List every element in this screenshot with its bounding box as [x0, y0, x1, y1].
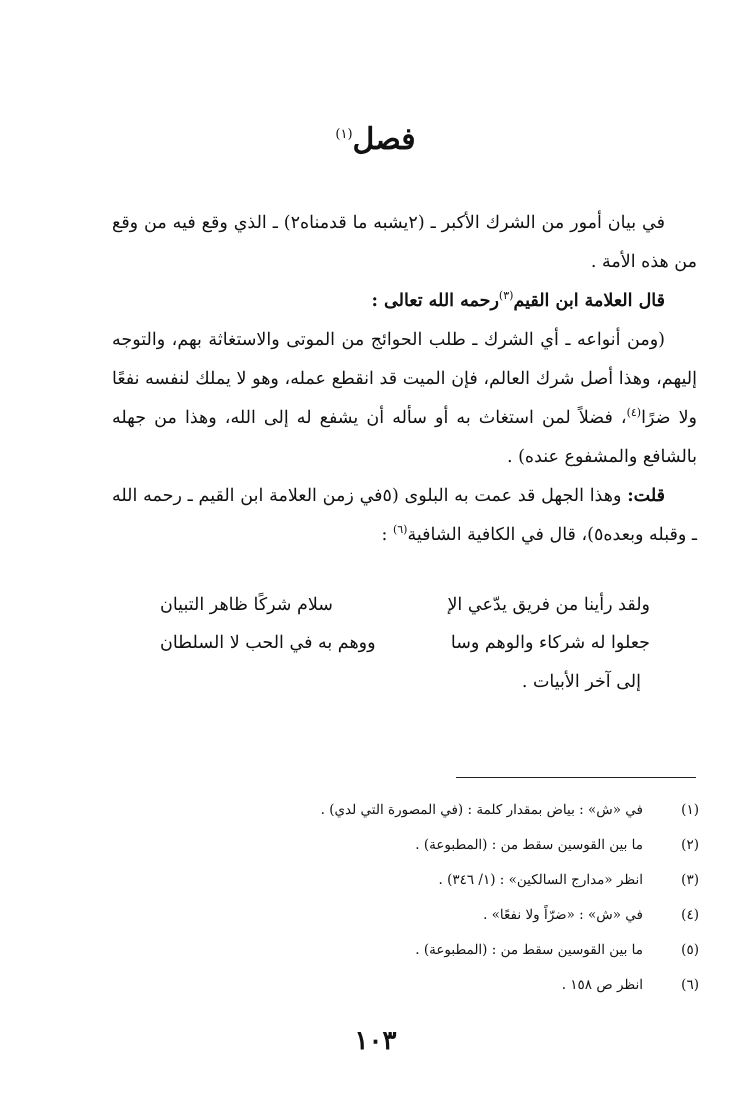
verse-tail: إلى آخر الأبيات .	[521, 672, 641, 692]
heading-footnote-ref: (١)	[335, 127, 353, 142]
verse-line-2	[160, 633, 650, 653]
paragraph-2-lead: قال العلامة ابن القيم	[513, 291, 665, 311]
footnote-number: (٦)	[681, 977, 699, 993]
verse-1-first-hemistich: ولقد رأينا من فريق يدّعي الإ	[447, 595, 650, 615]
footnote	[139, 863, 699, 898]
paragraph-3-rest: ، فضلاً لمن استغاث به أو سأله أن يشفع له إلى الله، وهذا من جهله بالشافع والمشفوع عنده) .	[112, 408, 697, 467]
paragraph-4-lead: قلت:	[627, 486, 665, 506]
paragraph-2-rest: رحمه الله تعالى :	[371, 291, 499, 311]
page-number: ١٠٣	[354, 1026, 397, 1056]
footnote-text: ما بين القوسين سقط من : (المطبوعة) .	[415, 942, 643, 958]
body-text	[112, 204, 697, 555]
footnote-number: (٢)	[681, 837, 699, 853]
paragraph-4-text: وهذا الجهل قد عمت به البلوى (٥في زمن العلامة ابن القيم ـ رحمه الله ـ وقبله وبعده٥)، قال في الكافية الشافية	[112, 486, 697, 545]
footnote-number: (٥)	[681, 942, 699, 958]
paragraph-3-text: (ومن أنواعه ـ أي الشرك ـ طلب الحوائج من الموتى والاستغاثة بهم، والتوجه إليهم، وهذا أصل شرك العالم، فإن الميت قد انقطع عمله، وهو لا يملك لنفسه نفعًا ولا ضرًا	[112, 330, 698, 428]
paragraph-3	[112, 321, 697, 477]
footnote-divider	[456, 777, 696, 778]
footnote-number: (١)	[681, 802, 699, 818]
paragraph-2	[112, 282, 697, 321]
footnote-ref-6: (٦)	[392, 523, 408, 537]
footnote	[139, 968, 699, 1003]
footnote	[139, 898, 699, 933]
footnotes	[139, 793, 699, 1003]
footnote-text: في «ش» : بياض بمقدار كلمة : (في المصورة التي لدي) .	[320, 802, 643, 818]
paragraph-4-end: :	[381, 525, 393, 545]
footnote-ref-4: (٤)	[626, 406, 642, 420]
footnote-number: (٣)	[681, 872, 699, 888]
footnote-ref-3: (٣)	[498, 289, 514, 303]
paragraph-1: في بيان أمور من الشرك الأكبر ـ (٢يشبه ما قدمناه٢) ـ الذي وقع فيه من وقع من هذه الأمة .	[112, 213, 697, 272]
verse-line-1	[160, 595, 650, 615]
footnote	[139, 828, 699, 863]
footnote-text: ما بين القوسين سقط من : (المطبوعة) .	[415, 837, 643, 853]
chapter-heading	[0, 122, 751, 157]
footnote-text: انظر «مدارج السالكين» : (١/ ٣٤٦) .	[438, 872, 643, 888]
footnote-text: في «ش» : «ضرّاً ولا نفعًا» .	[483, 907, 643, 923]
verse-2-first-hemistich: جعلوا له شركاء والوهم وسا	[450, 633, 650, 653]
footnote	[139, 933, 699, 968]
heading-title: فصل	[352, 122, 416, 157]
footnote-text: انظر ص ١٥٨ .	[561, 977, 643, 993]
footnote	[139, 793, 699, 828]
verse-1-second-hemistich: سلام شركًا ظاهر التبيان	[160, 595, 333, 615]
verse-2-second-hemistich: ووهم به في الحب لا السلطان	[160, 633, 376, 653]
footnote-number: (٤)	[681, 907, 699, 923]
paragraph-4	[112, 477, 697, 555]
